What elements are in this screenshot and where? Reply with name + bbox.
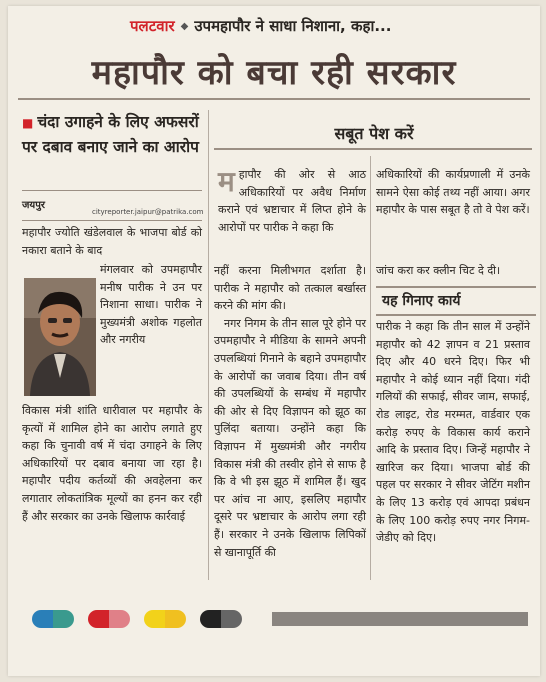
- dateline-city: जयपुर: [22, 190, 202, 211]
- kicker-text: उपमहापौर ने साधा निशाना, कहा...: [194, 17, 392, 35]
- headline-divider: [18, 98, 530, 100]
- kicker-label: पलटवार: [130, 17, 175, 35]
- column-2-body: [214, 262, 366, 561]
- col3-paragraph-2: जांच करा कर क्लीन चिट दे दी।: [376, 264, 501, 277]
- col1-paragraph-2: मंगलवार को उपमहापौर मनीष पारीक ने उन पर निशाना साधा। पारीक ने मुख्यमंत्री अशोक गहलोत और नगरीय: [100, 263, 202, 347]
- side-headline-text: चंदा उगाहने के लिए अफसरों पर दबाव बनाए जाने का आरोप: [22, 112, 199, 156]
- kicker: [130, 16, 391, 36]
- square-bullet-icon: ■: [22, 116, 34, 130]
- subheading-karya: यह गिनाए कार्य: [376, 286, 536, 316]
- subheading-saboot: सबूत पेश करें: [334, 124, 414, 143]
- column-divider-2: [370, 156, 371, 580]
- column-3-continuation: [376, 262, 530, 280]
- column-1-beside-photo: [100, 261, 202, 349]
- color-pill-red: [88, 610, 130, 628]
- print-color-bar: [32, 610, 532, 630]
- color-pill-blue: [32, 610, 74, 628]
- gray-bar: [272, 612, 528, 626]
- color-pill-black: [200, 610, 242, 628]
- column-1-intro: [22, 224, 202, 259]
- col2-paragraph-2: नहीं करना मिलीभगत दर्शाता है। पारीक ने महापौर को तत्काल बर्खास्त करने की मांग की।: [214, 264, 366, 313]
- side-headline: [22, 110, 200, 159]
- col3-paragraph-3: पारीक ने कहा कि तीन साल में उन्होंने महापौर को 42 ज्ञापन व 21 प्रस्ताव दिए और 40 धरने दिए। फिर भी महापौर ने कोई ध्यान नहीं दिया। गंदी गलियों की सफाई, सीवर जाम, सफाई, रोड लाइट, रोड मरम्मत, वार्डवार एक करोड़ रुपए के विकास कार्य कराने आदि के प्रस्ताव दिए। जिन्हें महापौर ने खारिज कर दिया। भाजपा बोर्ड की पहल पर सरकार ने सीवर जेटिंग मशीन के लिए 13 करोड़ एवं आपदा प्रबंधन के लिए 100 करोड़ रुपए नगर निगम-जेडीए को दिए।: [376, 320, 530, 545]
- col1-paragraph-3: विकास मंत्री शांति धारीवाल पर महापौर के कृत्यों में शामिल होने का आरोप लगाते हुए कहा कि चुनावी वर्ष में चंदा उगाहने के लिए अधिकारियों पर दबाव बनाया जा रहा है। महापौर पदीय कर्तव्यों की अवहेलना कर लगातार लोकतांत्रिक मूल्यों का हनन कर रही हैं और सरकार का उनके खिलाफ कार्रवाई: [22, 404, 202, 523]
- color-pill-yellow: [144, 610, 186, 628]
- drop-cap: म: [218, 165, 235, 198]
- col3-paragraph-1: अधिकारियों की कार्यप्रणाली में उनके सामने ऐसा कोई तथ्य नहीं आया। अगर महापौर के पास सबूत है तो वे पेश करें।: [376, 168, 530, 217]
- subheading-divider: [214, 148, 532, 150]
- reporter-email: cityreporter.jaipur@patrika.com: [92, 208, 204, 216]
- dateline-divider: [22, 220, 202, 221]
- column-divider: [208, 110, 209, 580]
- column-3-top: [376, 166, 530, 219]
- column-3-body: [376, 318, 530, 547]
- column-1-body: [22, 402, 202, 525]
- portrait-photo: [24, 278, 96, 396]
- newspaper-clipping: [8, 6, 540, 676]
- main-headline: महापौर को बचा रही सरकार: [91, 53, 457, 93]
- column-2-top: [218, 166, 366, 236]
- col2-paragraph-1: हापौर की ओर से आठ अधिकारियों पर अवैध निर्माण कराने एवं भ्रष्टाचार में लिप्त होने के आरोपों पर पारीक ने कहा कि: [218, 168, 366, 234]
- bullet-icon: ◆: [180, 21, 189, 32]
- col1-paragraph-1: महापौर ज्योति खंडेलवाल के भाजपा बोर्ड को नकारा बताने के बाद: [22, 226, 202, 257]
- col2-paragraph-3: नगर निगम के तीन साल पूरे होने पर उपमहापौर ने मीडिया के सामने अपनी उपलब्धियां गिनाने के बहाने उपमहापौर के आरोपों का जवाब दिया। तीन वर्ष की उपलब्धियों के सम्बंध में महापौर की ओर से दिए विज्ञापन को झूठ का पुलिंदा बताया। उन्होंने कहा कि विज्ञापन में मुख्यमंत्री और नगरीय विकास मंत्री की तस्वीर होने से साफ है कि वे भी इस झूठ में शामिल हैं। खुद पर आंच ना आए, इसलिए महापौर दूसरे पर भ्रष्टाचार के आरोप लगा रही हैं। सरकार ने उनके खिलाफ लिपिकों से खानापूर्ति की: [214, 316, 366, 559]
